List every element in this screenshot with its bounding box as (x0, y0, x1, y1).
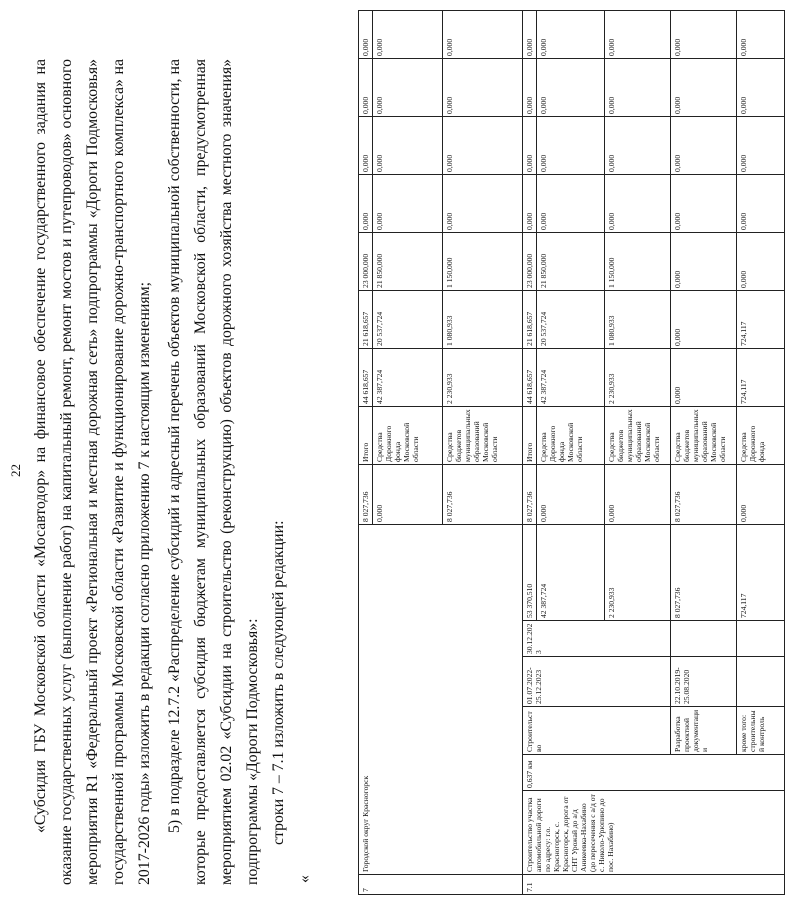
cell-fin: 0,000 (537, 464, 605, 524)
cell-y2027: 0,000 (523, 58, 537, 116)
cell-y2028: 0,000 (373, 10, 443, 58)
cell-fin: 0,000 (737, 464, 785, 524)
cell-limit-split: 42 387,724 (537, 524, 605, 620)
cell-y2024: 21 850,000 (373, 232, 443, 290)
cell-y2027: 0,000 (537, 58, 605, 116)
cell-y2028: 0,000 (523, 10, 537, 58)
cell-no: 7 (359, 875, 523, 895)
cell-y2023: 0,000 (671, 290, 737, 348)
table-row (523, 10, 537, 894)
paragraph-rows-instruction: строки 7 – 7.1 изложить в следующей редакции: (270, 520, 287, 845)
cell-y2025: 0,000 (737, 174, 785, 232)
cell-limit: 8 027,736 (671, 524, 737, 620)
cell-src: Средства бюджетов муниципальных образований Московской области (605, 406, 671, 464)
cell-y2025: 0,000 (373, 174, 443, 232)
table-row (359, 10, 373, 894)
cell-y2023: 21 618,657 (359, 290, 373, 348)
cell-y2028: 0,000 (537, 10, 605, 58)
cell-y2024: 23 000,000 (523, 232, 537, 290)
page-number: 22 (8, 464, 23, 477)
cell-y2027: 0,000 (671, 58, 737, 116)
cell-y2023: 20 537,724 (373, 290, 443, 348)
cell-power: 0,637 км (523, 755, 785, 791)
cell-fin: 8 027,736 (359, 464, 373, 524)
cell-src: Итого (523, 406, 537, 464)
cell-total: 2 230,933 (605, 348, 671, 406)
cell-y2028: 0,000 (443, 10, 523, 58)
cell-y2027: 0,000 (443, 58, 523, 116)
cell-y2026: 0,000 (671, 116, 737, 174)
cell-total: 2 230,933 (443, 348, 523, 406)
cell-total: 44 618,657 (359, 348, 373, 406)
cell-src: Средства Дорожного фонда Московской области (537, 406, 605, 464)
cell-total: 0,000 (671, 348, 737, 406)
cell-y2026: 0,000 (737, 116, 785, 174)
cell-fin: 0,000 (373, 464, 443, 524)
cell-dates (737, 657, 785, 707)
cell-src: Средства бюджетов муниципальных образований Московской области (443, 406, 523, 464)
opening-quote: « (296, 875, 313, 883)
cell-limit-split: 2 230,933 (605, 524, 671, 620)
cell-work: кроме того: строительный контроль (737, 707, 785, 755)
cell-object-name: Строительство участка автомобильной дороги по адресу: г.о. Красногорск, с. Красногорск, дорога от СНТ Урожай до а/д Аникеевка-Нахабино (до пересечения с а/д от с. Николо-Урюпино до пос. Нахабино) (523, 791, 785, 875)
cell-y2024: 0,000 (737, 232, 785, 290)
cell-y2026: 0,000 (537, 116, 605, 174)
cell-total: 44 618,657 (523, 348, 537, 406)
cell-src: Итого (359, 406, 373, 464)
cell-y2027: 0,000 (373, 58, 443, 116)
cell-y2023: 20 537,724 (537, 290, 605, 348)
cell-y2027: 0,000 (605, 58, 671, 116)
cell-y2028: 0,000 (737, 10, 785, 58)
cell-y2023: 724,117 (737, 290, 785, 348)
cell-total: 724,117 (737, 348, 785, 406)
cell-src: Средства бюджетов муниципальных образований Московской области (671, 406, 737, 464)
cell-work: Разработка проектной документации (671, 707, 737, 755)
cell-src: Средства Дорожного фонда (737, 406, 785, 464)
cell-y2026: 0,000 (443, 116, 523, 174)
cell-y2025: 0,000 (671, 174, 737, 232)
cell-y2023: 1 080,933 (605, 290, 671, 348)
cell-y2027: 0,000 (359, 58, 373, 116)
cell-district: Городской округ Красногорск (359, 524, 523, 874)
cell-y2024: 23 000,000 (359, 232, 373, 290)
cell-dates: 22.10.2019-25.08.2020 (671, 657, 737, 707)
cell-y2028: 0,000 (671, 10, 737, 58)
cell-y2026: 0,000 (605, 116, 671, 174)
cell-fin: 8 027,736 (443, 464, 523, 524)
cell-y2028: 0,000 (605, 10, 671, 58)
cell-y2027: 0,000 (737, 58, 785, 116)
cell-open (737, 621, 785, 657)
cell-work: Строительство (523, 707, 671, 755)
cell-y2024: 21 850,000 (537, 232, 605, 290)
cell-total: 42 387,724 (537, 348, 605, 406)
cell-y2025: 0,000 (359, 174, 373, 232)
paragraph-section-12-7-2: 5) в подразделе 12.7.2 «Распределение субсидий и адресный перечень объектов муниципальной собственности, на которые предоставляется субсидия бюджетам муниципальных образований Московской области, предусмотренная мероприятием 02.02 «Субсидии на строительство (реконструкцию) объектов дорожного хозяйства местного значения» подпрограммы «Дороги Подмосковья»: (166, 59, 261, 885)
cell-y2026: 0,000 (359, 116, 373, 174)
cell-y2028: 0,000 (359, 10, 373, 58)
cell-y2026: 0,000 (373, 116, 443, 174)
cell-fin: 0,000 (605, 464, 671, 524)
cell-y2024: 1 150,000 (443, 232, 523, 290)
cell-no: 7.1 (523, 875, 785, 895)
cell-limit: 724,117 (737, 524, 785, 620)
cell-fin: 8 027,736 (523, 464, 537, 524)
cell-dates: 01.07.2022-25.12.2023 (523, 657, 671, 707)
cell-y2026: 0,000 (523, 116, 537, 174)
paragraph-subsidy: «Субсидия ГБУ Московской области «Мосавтодор» на финансовое обеспечение государственного задания на оказание государственных услуг (выполнение работ) на капитальный ремонт, ремонт мостов и путепроводов» основного мероприятия R1 «Федеральный проект «Региональная и местная дорожная сеть» подпрограммы «Дороги Подмосковья» государственной программы Московской области «Развитие и функционирование дорожно-транспортного комплекса» на 2017-2026 годы» изложить в редакции согласно приложению 7 к настоящим изменениям; (32, 59, 153, 885)
cell-open: 30.12.2023 (523, 621, 671, 657)
cell-y2024: 0,000 (671, 232, 737, 290)
cell-y2025: 0,000 (605, 174, 671, 232)
cell-open (671, 621, 737, 657)
cell-y2025: 0,000 (537, 174, 605, 232)
cell-y2025: 0,000 (443, 174, 523, 232)
cell-src: Средства Дорожного фонда Московской области (373, 406, 443, 464)
cell-y2023: 1 080,933 (443, 290, 523, 348)
objects-table (358, 10, 785, 895)
cell-y2023: 21 618,657 (523, 290, 537, 348)
cell-y2024: 1 150,000 (605, 232, 671, 290)
cell-total: 42 387,724 (373, 348, 443, 406)
cell-fin: 8 027,736 (671, 464, 737, 524)
cell-y2025: 0,000 (523, 174, 537, 232)
cell-limit: 53 370,510 (523, 524, 537, 620)
